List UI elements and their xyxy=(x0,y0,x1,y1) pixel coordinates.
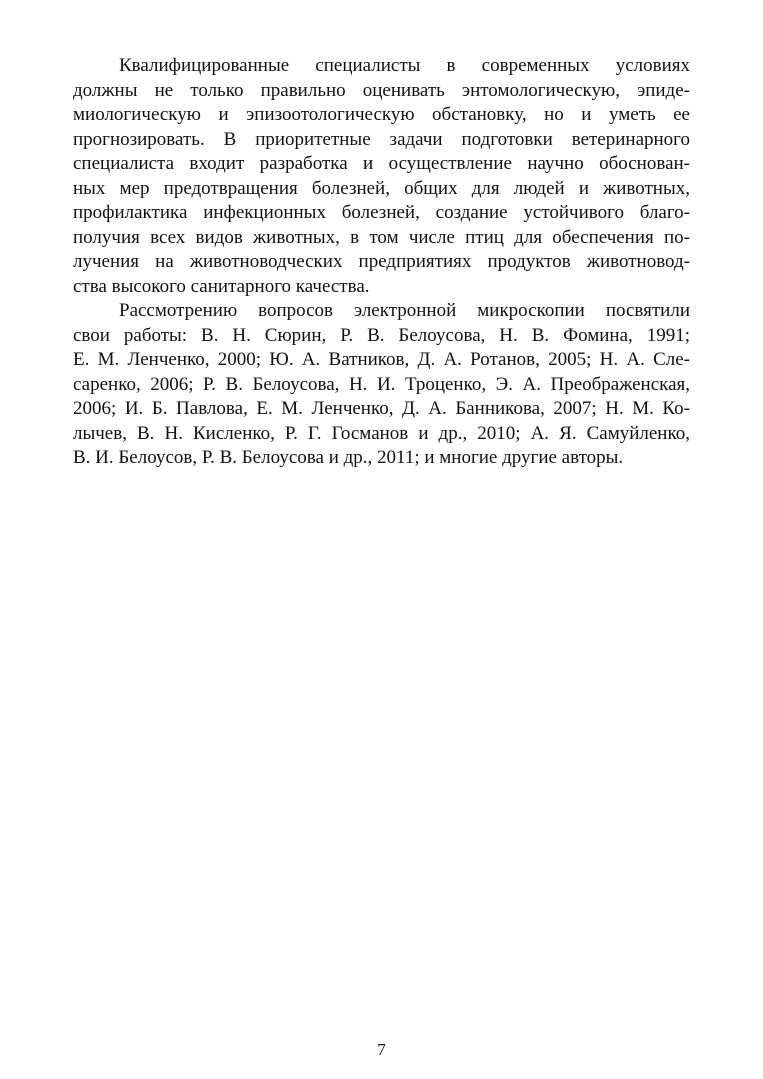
text-line: В. И. Белоусов, Р. В. Белоусова и др., 2011; и многие другие авторы. xyxy=(73,447,624,468)
text-line: специалиста входит разработка и осуществление научно обоснован- xyxy=(73,153,690,174)
text-line: Рассмотрению вопросов электронной микроскопии посвятили xyxy=(119,300,690,321)
text-line: лучения на животноводческих предприятиях продуктов животновод- xyxy=(73,251,690,272)
text-line: 2006; И. Б. Павлова, Е. М. Ленченко, Д. А. Банникова, 2007; Н. М. Ко- xyxy=(73,398,690,419)
text-line: Квалифицированные специалисты в современных условиях xyxy=(119,55,690,76)
text-line: свои работы: В. Н. Сюрин, Р. В. Белоусова, Н. В. Фомина, 1991; xyxy=(73,324,690,346)
text-line: Е. М. Ленченко, 2000; Ю. А. Ватников, Д. А. Ротанов, 2005; Н. А. Сле- xyxy=(73,349,690,370)
page-number: 7 xyxy=(377,1040,386,1059)
text-line: прогнозировать. В приоритетные задачи подготовки ветеринарного xyxy=(73,128,690,150)
paragraph-1 xyxy=(73,54,690,299)
text-line: лычев, В. Н. Кисленко, Р. Г. Госманов и др., 2010; А. Я. Самуйленко, xyxy=(73,422,690,444)
text-line: миологическую и эпизоотологическую обстановку, но и уметь ее xyxy=(73,104,690,125)
body-text xyxy=(73,54,690,471)
text-line: получия всех видов животных, в том числе птиц для обеспечения по- xyxy=(73,226,690,248)
text-line: ных мер предотвращения болезней, общих для людей и животных, xyxy=(73,177,690,199)
text-line: профилактика инфекционных болезней, создание устойчивого благо- xyxy=(73,202,690,223)
text-line: должны не только правильно оценивать энтомологическую, эпиде- xyxy=(73,79,690,101)
paragraph-2 xyxy=(73,299,690,471)
text-line: ства высокого санитарного качества. xyxy=(73,275,370,297)
text-line: саренко, 2006; Р. В. Белоусова, Н. И. Троценко, Э. А. Преображенская, xyxy=(73,373,690,395)
